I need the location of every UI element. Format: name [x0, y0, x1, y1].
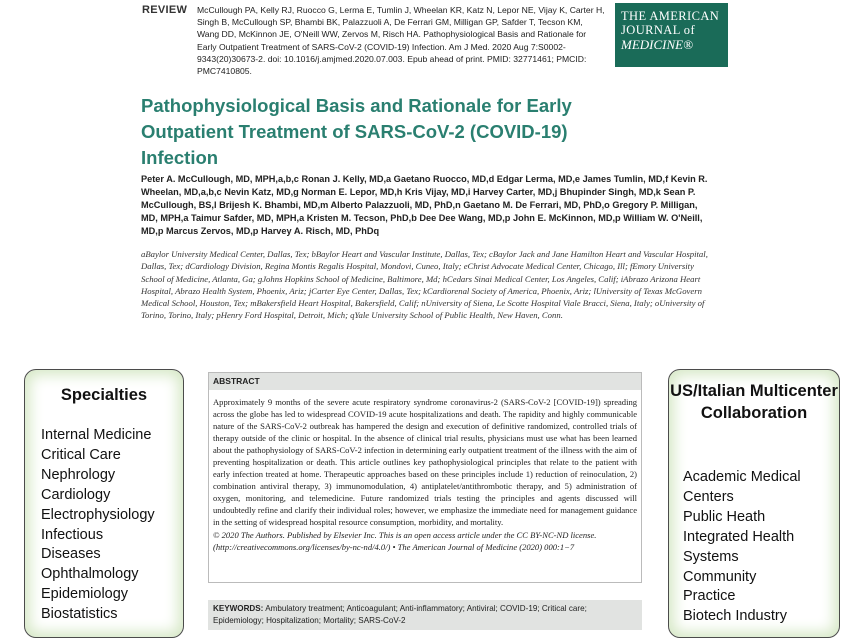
list-item: Integrated Health	[683, 528, 795, 545]
keywords-box	[208, 600, 642, 630]
specialties-list	[41, 426, 155, 625]
journal-logo-line2: JOURNAL of	[621, 23, 696, 37]
license-text: © 2020 The Authors. Published by Elsevier Inc. This is an open access article under the CC BY-NC-ND license. (http://creativecommons.org/licenses/by-nc-nd/4.0/) • The American Journal of Medicine (2020) 000:1−7	[213, 530, 597, 552]
citation-text: McCullough PA, Kelly RJ, Ruocco G, Lerma E, Tumlin J, Wheelan KR, Katz N, Lepor NE, Vijay K, Carter H, Singh B, McCullough SP, Bhambi BK, Palazzuoli A, De Ferrari GM, Milligan GP, Safder T, Tecson KM, Wang DD, McKinnon JE, O'Neill WW, Zervos M, Risch HA. Pathophysiological Basis and Rationale for Early Outpatient Treatment of SARS-CoV-2 (COVID-19) Infection. Am J Med. 2020 Aug 7:S0002-9343(20)30673-2. doi: 10.1016/j.amjmed.2020.07.003. Epub ahead of print. PMID: 32771461; PMCID: PMC7410805.	[197, 5, 605, 77]
list-item: Centers	[683, 488, 734, 505]
author-list: Peter A. McCullough, MD, MPH,a,b,c Ronan J. Kelly, MD,a Gaetano Ruocco, MD,d Edgar Lerma, MD,e James Tumlin, MD,f Kevin R. Wheelan, MD,a,b,c Nevin Katz, MD,g Norman E. Lepor, MD,h Kris Vijay, MD,i Harvey Carter, MD,j Bhupinder Singh, MD,k Sean P. McCullough, BS,l Brijesh K. Bhambi, MD,m Alberto Palazzuoli, MD, PhD,n Gaetano M. De Ferrari, MD, PhD,o Gregory P. Milligan, MD, MPH,a Taimur Safder, MD, MPH,a Kristen M. Tecson, PhD,b Dee Dee Wang, MD,p John E. McKinnon, MD,p William W. O'Neill, MD,p Marcus Zervos, MD,p Harvey A. Risch, MD, PhDq	[141, 174, 708, 236]
collaboration-list	[683, 468, 801, 627]
list-item: Public Heath	[683, 508, 766, 525]
collaboration-title: US/Italian Multicenter Collaboration	[670, 382, 838, 422]
specialties-title: Specialties	[60, 386, 148, 404]
specialties-panel	[24, 369, 184, 638]
journal-logo	[615, 3, 728, 67]
journal-logo-line1: THE AMERICAN	[621, 9, 720, 23]
list-item: Biotech Industry	[683, 608, 787, 625]
list-item: Critical Care	[41, 446, 121, 463]
list-item: Systems	[683, 548, 739, 565]
abstract-heading: ABSTRACT	[209, 373, 641, 390]
list-item: Academic Medical	[683, 469, 801, 485]
list-item: Cardiology	[41, 486, 111, 503]
list-item: Ophthalmology	[41, 566, 139, 583]
list-item: Community	[683, 568, 757, 585]
abstract-body: Approximately 9 months of the severe acute respiratory syndrome coronavirus-2 (SARS-CoV-2 [COVID-19]) spreading across the globe has led to widespread COVID-19 acute hospitalizations and death. The rapidity and highly communicable nature of the SARS-CoV-2 outbreak has hampered the design and execution of definitive randomized, controlled trials of therapy outside of the clinic or hospital. In the absence of clinical trial results, physicians must use what has been learned about the pathophysiology of SARS-CoV-2 infection in determining early outpatient treatment of the illness with the aim of preventing hospitalization or death. This article outlines key pathophysiological principles that relate to the patient with early infection treated at home. Therapeutic approaches based on these principles include 1) reduction of reinoculation, 2) combination antiviral therapy, 3) immunomodulation, 4) antiplatelet/antithrombotic therapy, and 5) administration of oxygen, monitoring, and telemedicine. Future randomized trials testing the principles and agents discussed will undoubtedly refine and clarify their individual roles; however, we emphasize the immediate need for management guidance in the setting of widespread hospital resource consumption, morbidity, and mortality.	[213, 397, 637, 527]
keywords-label: KEYWORDS:	[213, 604, 264, 613]
review-label: REVIEW	[142, 4, 188, 16]
list-item: Internal Medicine	[41, 427, 152, 443]
list-item: Electrophysiology	[41, 506, 155, 523]
list-item: Practice	[683, 588, 736, 605]
article-title: Pathophysiological Basis and Rationale for Early Outpatient Treatment of SARS-CoV-2 (COVID-19) Infection	[141, 95, 572, 168]
affiliations: aBaylor University Medical Center, Dallas, Tex; bBaylor Heart and Vascular Institute, Dallas, Tex; cBaylor Jack and Jane Hamilton Heart and Vascular Hospital, Dallas, Tex; dCardiology Division, Regina Montis Regalis Hospital, Mondovi, Cuneo, Italy; eChrist Advocate Medical Center, Chicago, Ill; fEmory University School of Medicine, Atlanta, Ga; gJohns Hopkins School of Medicine, Baltimore, Md; hCedars Sinai Medical Center, Los Angeles, Calif; iAbrazo Arizona Heart Hospital, Abrazo Health System, Phoenix, Ariz; jCarter Eye Center, Dallas, Tex; kCardiorenal Society of America, Phoenix, Ariz; lUniversity of Texas McGovern Medical School, Houston, Tex; mBakersfield Heart Hospital, Bakersfield, Calif; nUniversity of Siena, Le Scotte Hospital Viale Bracci, Siena, Italy; oUniversity of Torino, Torino, Italy; pHenry Ford Hospital, Detroit, Mich; qYale University School of Public Health, New Haven, Conn.	[141, 249, 708, 321]
list-item: Nephrology	[41, 466, 116, 483]
list-item: Infectious	[41, 526, 104, 543]
keywords-text: Ambulatory treatment; Anticoagulant; Anti-inflammatory; Antiviral; COVID-19; Critical care; Epidemiology; Hospitalization; Mortality; SARS-CoV-2	[213, 604, 587, 625]
journal-logo-line3: MEDICINE®	[621, 37, 693, 52]
list-item: Epidemiology	[41, 586, 129, 603]
list-item: Biostatistics	[41, 606, 118, 623]
collaboration-panel	[668, 369, 840, 638]
abstract-box	[208, 372, 642, 583]
list-item: Diseases	[41, 546, 101, 563]
